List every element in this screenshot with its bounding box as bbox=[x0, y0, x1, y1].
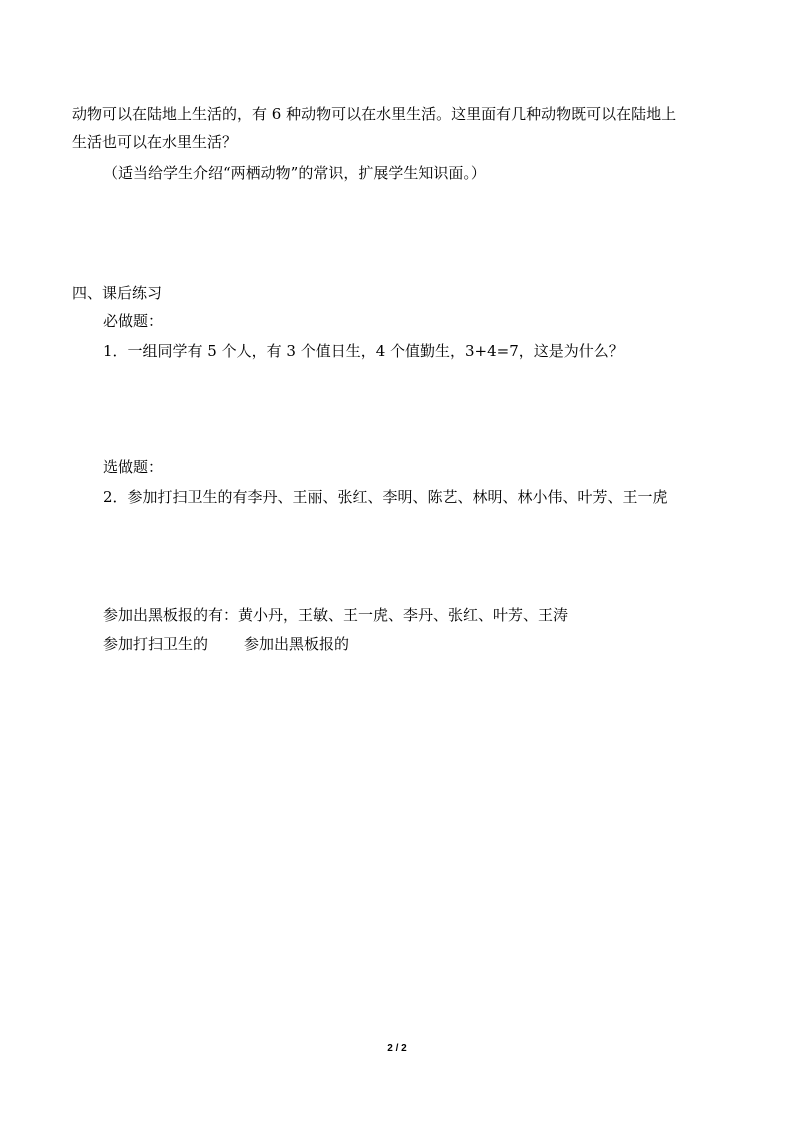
section-heading: 四、课后练习 bbox=[72, 284, 163, 302]
question-2: 2．参加打扫卫生的有李丹、王丽、张红、李明、陈艺、林明、林小伟、叶芳、王一虎 bbox=[103, 488, 668, 506]
venn-labels bbox=[103, 634, 349, 654]
blackboard-list: 参加出黑板报的有：黄小丹，王敏、王一虎、李丹、张红、叶芳、王涛 bbox=[103, 606, 569, 624]
required-label: 必做题： bbox=[103, 312, 164, 330]
paragraph-line: 生活也可以在水里生活？ bbox=[72, 133, 238, 151]
page-number: 2 / 2 bbox=[387, 1043, 407, 1054]
label-blackboard: 参加出黑板报的 bbox=[244, 635, 350, 653]
teaching-note: （适当给学生介绍“两栖动物”的常识，扩展学生知识面。） bbox=[103, 164, 486, 182]
paragraph-line: 动物可以在陆地上生活的，有 6 种动物可以在水里生活。这里面有几种动物既可以在陆地上 bbox=[72, 105, 677, 123]
label-cleaning: 参加打扫卫生的 bbox=[103, 635, 209, 653]
question-1: 1．一组同学有 5 个人，有 3 个值日生，4 个值勤生，3+4=7，这是为什么？ bbox=[103, 342, 624, 360]
optional-label: 选做题： bbox=[103, 458, 164, 476]
